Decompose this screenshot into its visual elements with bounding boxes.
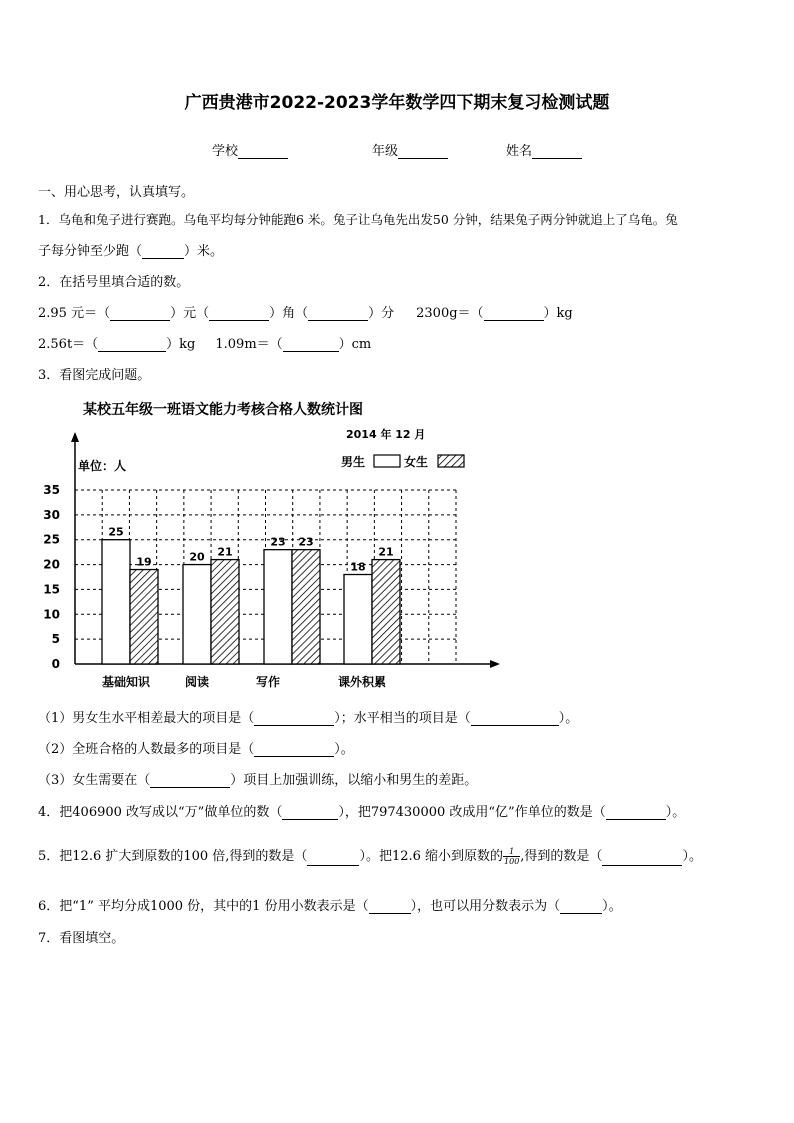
q2-text: ）cm: [338, 337, 372, 352]
q3-prompt: 3．看图完成问题。: [38, 368, 151, 383]
school-blank[interactable]: [238, 144, 288, 159]
q3-blank-train[interactable]: [150, 773, 230, 788]
y-axis-arrow: [71, 432, 79, 442]
q2-text: ）角（: [269, 306, 309, 321]
q2-blank-t-kg[interactable]: [98, 337, 166, 352]
y-tick-label: 20: [43, 557, 60, 572]
bar-girls: [292, 550, 320, 664]
bar-girls: [211, 560, 239, 664]
q3-sub3: [38, 769, 477, 788]
q2-text: 1.09m＝（: [215, 337, 283, 352]
bar-series: [102, 526, 400, 664]
q2-blank-jiao[interactable]: [209, 306, 269, 321]
q2-text: 2.95 元＝（: [38, 306, 111, 321]
bar-boys: [183, 565, 211, 664]
q5-text: ）。把12.6 缩小到原数的: [359, 849, 504, 864]
q5-text: ,得到的数是（: [520, 849, 603, 864]
y-tick-label: 5: [51, 632, 60, 647]
q4-text: ），把797430000 改成用“亿”作单位的数是（: [338, 805, 606, 820]
bar-value-label: 21: [217, 545, 233, 559]
q2-blank-fen[interactable]: [308, 306, 368, 321]
q6-text: ），也可以用分数表示为（: [410, 899, 561, 914]
page-title: 广西贵港市2022-2023学年数学四下期末复习检测试题: [184, 93, 610, 113]
q3-blank-max-diff[interactable]: [254, 711, 334, 726]
bar-value-label: 18: [350, 560, 366, 574]
bar-value-label: 19: [136, 555, 152, 569]
name-blank[interactable]: [532, 144, 582, 159]
q6-text: ）。: [602, 899, 622, 914]
q3-text: ）。: [334, 742, 354, 757]
q5-text: 5．把12.6 扩大到原数的100 倍,得到的数是（: [38, 849, 308, 864]
chart-subtitle: 2014 年 12 月: [346, 428, 426, 441]
bar-chart: [38, 420, 508, 695]
bar-value-label: 25: [108, 525, 124, 539]
q2-text: 2300g＝（: [416, 306, 484, 321]
q3-sub2: [38, 738, 354, 757]
grade-field: [372, 140, 448, 159]
x-tick-labels: [102, 674, 386, 689]
name-label: 姓名: [506, 144, 533, 159]
grade-label: 年级: [372, 144, 399, 159]
y-tick-label: 30: [43, 507, 60, 522]
q1-line2: [38, 240, 223, 259]
bar-girls: [372, 560, 400, 664]
bar-boys: [344, 575, 372, 664]
q1-answer-blank[interactable]: [142, 244, 184, 259]
q6-blank-decimal[interactable]: [369, 899, 411, 914]
q6-blank-fraction[interactable]: [560, 899, 602, 914]
q2-text: 2.56t＝（: [38, 337, 99, 352]
q5-text: ）。: [682, 849, 702, 864]
q1-text-a: 子每分钟至少跑（: [38, 244, 143, 259]
y-tick-label: 25: [43, 532, 60, 547]
legend-swatch-boys: [374, 455, 400, 467]
q3-blank-most[interactable]: [254, 742, 334, 757]
bar-boys: [264, 550, 292, 664]
q1-line1: 1．乌龟和兔子进行赛跑。乌龟平均每分钟能跑6 米。兔子让乌龟先出发50 分钟，结果兔子两分钟就追上了乌龟。兔: [38, 212, 678, 227]
q3-text: （2）全班合格的人数最多的项目是（: [38, 742, 255, 757]
fraction-numerator: 1: [503, 847, 520, 857]
chart-title: 某校五年级一班语文能力考核合格人数统计图: [83, 402, 363, 418]
q2-text: ）分: [368, 306, 395, 321]
bar-value-label: 20: [189, 550, 205, 564]
y-tick-labels: [43, 483, 60, 671]
school-field: [212, 140, 288, 159]
bar-girls: [130, 570, 158, 664]
fraction-denominator: 100: [504, 857, 520, 866]
q2-text: ）元（: [170, 306, 210, 321]
q2-blank-cm[interactable]: [283, 337, 339, 352]
q1-text-b: ）米。: [184, 244, 224, 259]
q4-blank-wan[interactable]: [282, 805, 338, 820]
q3-text: ）项目上加强训练，以缩小和男生的差距。: [230, 773, 478, 788]
fraction-one-hundredth: [503, 847, 520, 866]
school-label: 学校: [212, 144, 239, 159]
section-heading: 一、用心思考，认真填写。: [38, 185, 195, 200]
q4-text: 4．把406900 改写成以“万”做单位的数（: [38, 805, 283, 820]
y-tick-label: 0: [51, 657, 60, 671]
q3-blank-equal[interactable]: [471, 711, 559, 726]
q4-text: ）。: [665, 805, 686, 820]
y-axis-unit-label: 单位：人: [78, 459, 127, 473]
q3-text: （3）女生需要在（: [38, 773, 151, 788]
y-tick-label: 35: [43, 483, 60, 497]
y-tick-label: 10: [43, 607, 60, 622]
bar-value-label: 21: [378, 545, 394, 559]
x-tick-label: 写作: [255, 675, 281, 689]
q6-text: 6．把“1” 平均分成1000 份，其中的1 份用小数表示是（: [38, 899, 369, 914]
q3-sub1: [38, 707, 578, 726]
q3-text: ）。: [558, 711, 579, 726]
bar-boys: [102, 540, 130, 664]
q5-line: [38, 845, 702, 866]
q2-row1: [38, 302, 573, 321]
x-tick-label: 基础知识: [101, 675, 151, 689]
grade-blank[interactable]: [398, 144, 448, 159]
q5-blank-multiply[interactable]: [307, 851, 359, 866]
name-field: [506, 140, 582, 159]
q6-line: [38, 895, 622, 914]
q2-text: ）kg: [543, 306, 573, 321]
legend-label-girls: 女生: [404, 455, 429, 469]
q3-text: ）；水平相当的项目是（: [334, 711, 471, 726]
y-tick-label: 15: [43, 582, 60, 597]
x-axis-arrow: [490, 660, 500, 668]
bar-value-label: 23: [270, 535, 286, 549]
x-tick-label: 课外积累: [337, 675, 387, 689]
q4-blank-yi[interactable]: [606, 805, 666, 820]
q2-blank-yuan[interactable]: [110, 306, 170, 321]
q2-row2: [38, 333, 371, 352]
q2-text: ）kg: [166, 337, 196, 352]
chart-legend: [341, 454, 464, 469]
q4-line: [38, 801, 685, 820]
q5-blank-divide[interactable]: [602, 851, 682, 866]
q2-blank-kg[interactable]: [484, 306, 544, 321]
legend-swatch-girls: [438, 455, 464, 467]
x-tick-label: 阅读: [184, 675, 210, 689]
legend-label-boys: 男生: [341, 455, 366, 469]
bar-value-label: 23: [298, 535, 314, 549]
q3-text: （1）男女生水平相差最大的项目是（: [38, 711, 255, 726]
q7-prompt: 7．看图填空。: [38, 931, 125, 946]
q2-prompt: 2．在括号里填合适的数。: [38, 275, 190, 290]
